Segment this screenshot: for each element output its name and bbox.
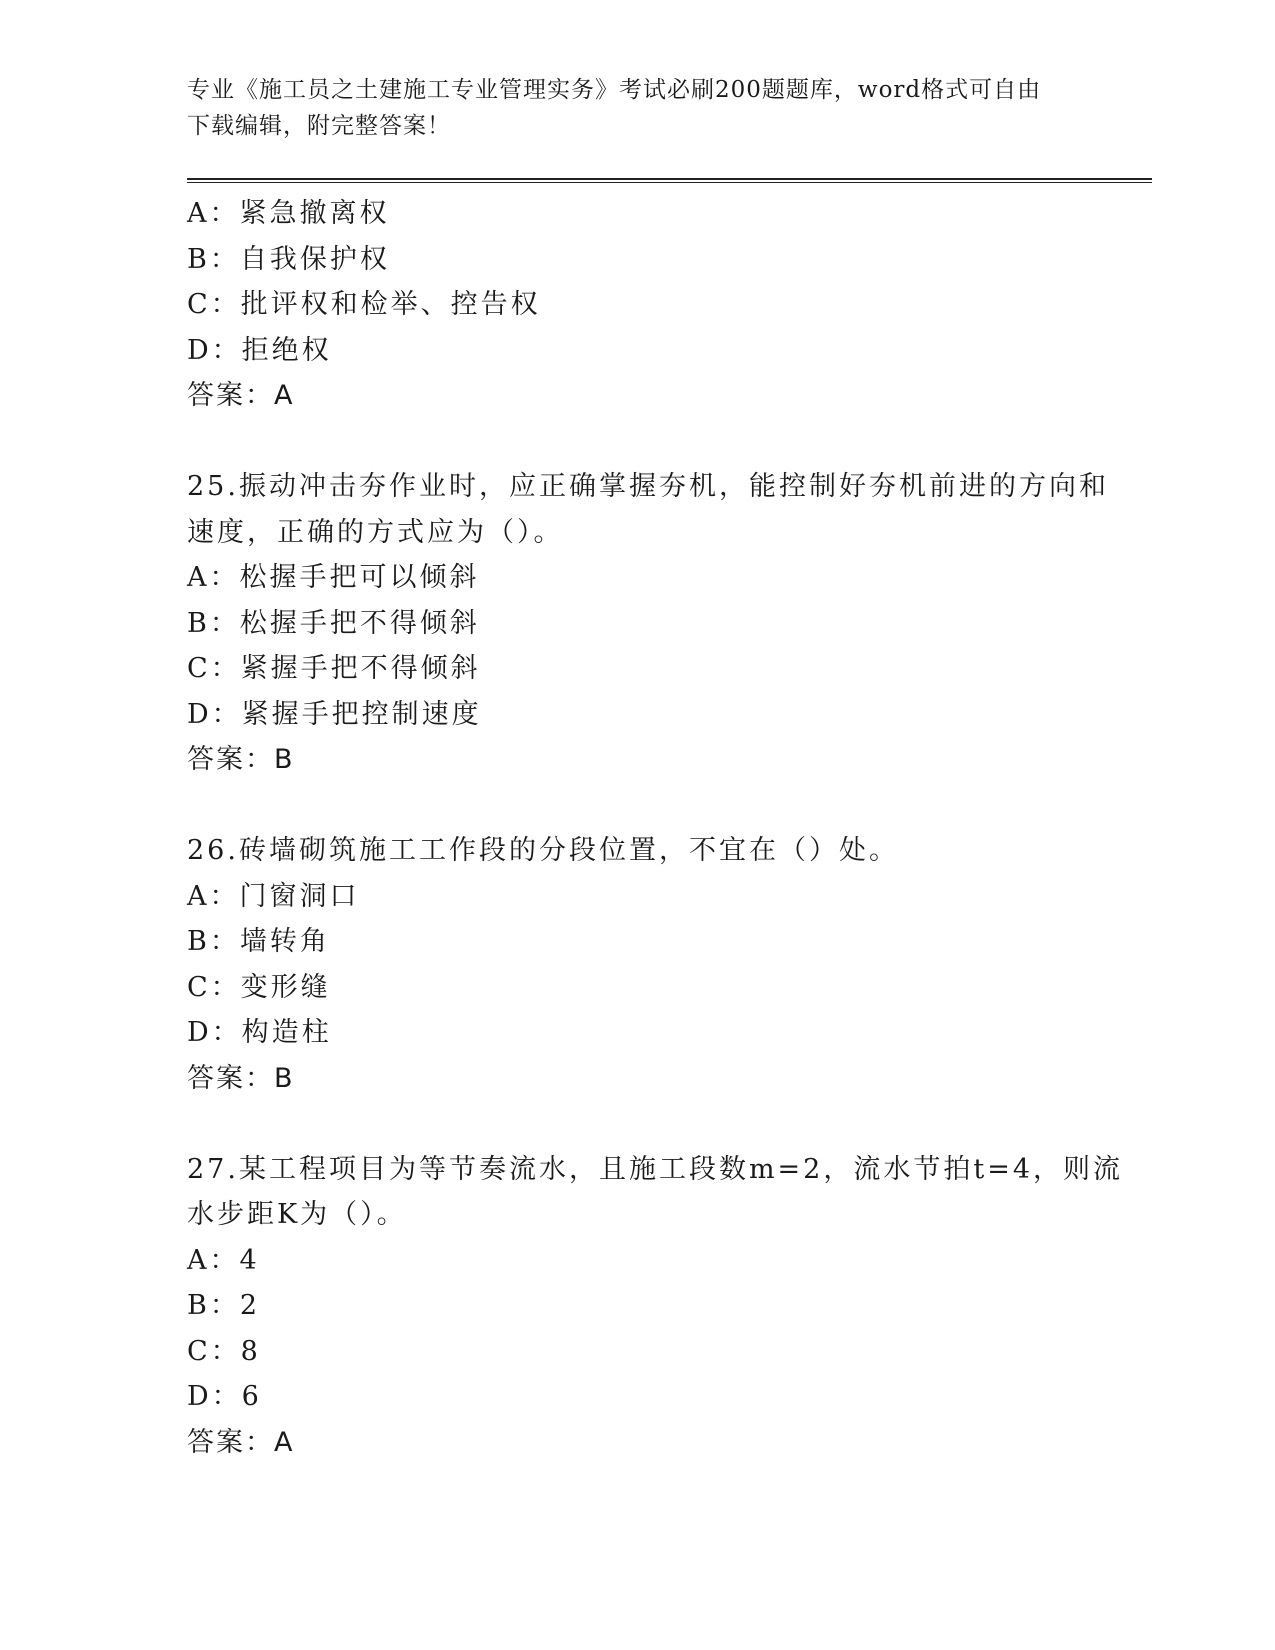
- header-line-2: 下载编辑，附完整答案！: [187, 113, 451, 139]
- question-stem: [187, 1147, 1123, 1238]
- stem-line-1: 27.某工程项目为等节奏流水，且施工段数m=2，流水节拍t=4，则流: [187, 1153, 1123, 1185]
- answer-line: 答案：A: [187, 380, 295, 411]
- spacer: [187, 1101, 1087, 1147]
- stem-line-2: 速度，正确的方式应为（）。: [187, 516, 564, 548]
- spacer: [187, 783, 1087, 829]
- option-d: D：拒绝权: [187, 334, 332, 366]
- stem-line-1: 25.振动冲击夯作业时，应正确掌握夯机，能控制好夯机前进的方向和: [187, 471, 1109, 502]
- option-b: B：自我保护权: [187, 243, 390, 275]
- document-body: [187, 191, 1123, 1465]
- question-stem: [187, 828, 1087, 874]
- question-25: [187, 464, 1109, 783]
- document-header: [187, 72, 1087, 144]
- option-d: D：紧握手把控制速度: [187, 698, 482, 730]
- option-b: B：松握手把不得倾斜: [187, 607, 480, 639]
- question-27: [187, 1147, 1123, 1466]
- header-divider: [187, 178, 1152, 183]
- header-line-1: 专业《施工员之土建施工专业管理实务》考试必刷200题题库，word格式可自由: [187, 77, 1042, 103]
- option-b: B：2: [187, 1290, 261, 1321]
- answer-line: 答案：B: [187, 1062, 295, 1094]
- answer-line: 答案：A: [187, 1426, 295, 1458]
- spacer: [187, 419, 1087, 465]
- question-24: [187, 191, 1087, 419]
- answer-line: 答案：B: [187, 744, 295, 775]
- option-d: D：6: [187, 1381, 262, 1412]
- option-c: C：变形缝: [187, 971, 331, 1003]
- option-c: C：8: [187, 1335, 261, 1367]
- option-a: A：松握手把可以倾斜: [187, 562, 480, 593]
- option-a: A：门窗洞口: [187, 880, 360, 912]
- option-c: C：紧握手把不得倾斜: [187, 653, 481, 684]
- option-a: A：紧急撤离权: [187, 198, 390, 229]
- stem-line-1: 26.砖墙砌筑施工工作段的分段位置，不宜在（）处。: [187, 835, 899, 866]
- option-b: B：墙转角: [187, 926, 330, 957]
- option-d: D：构造柱: [187, 1017, 332, 1048]
- stem-line-2: 水步距K为（）。: [187, 1199, 407, 1230]
- option-a: A：4: [187, 1244, 260, 1276]
- option-c: C：批评权和检举、控告权: [187, 289, 541, 320]
- question-26: [187, 828, 1087, 1101]
- question-stem: [187, 464, 1109, 555]
